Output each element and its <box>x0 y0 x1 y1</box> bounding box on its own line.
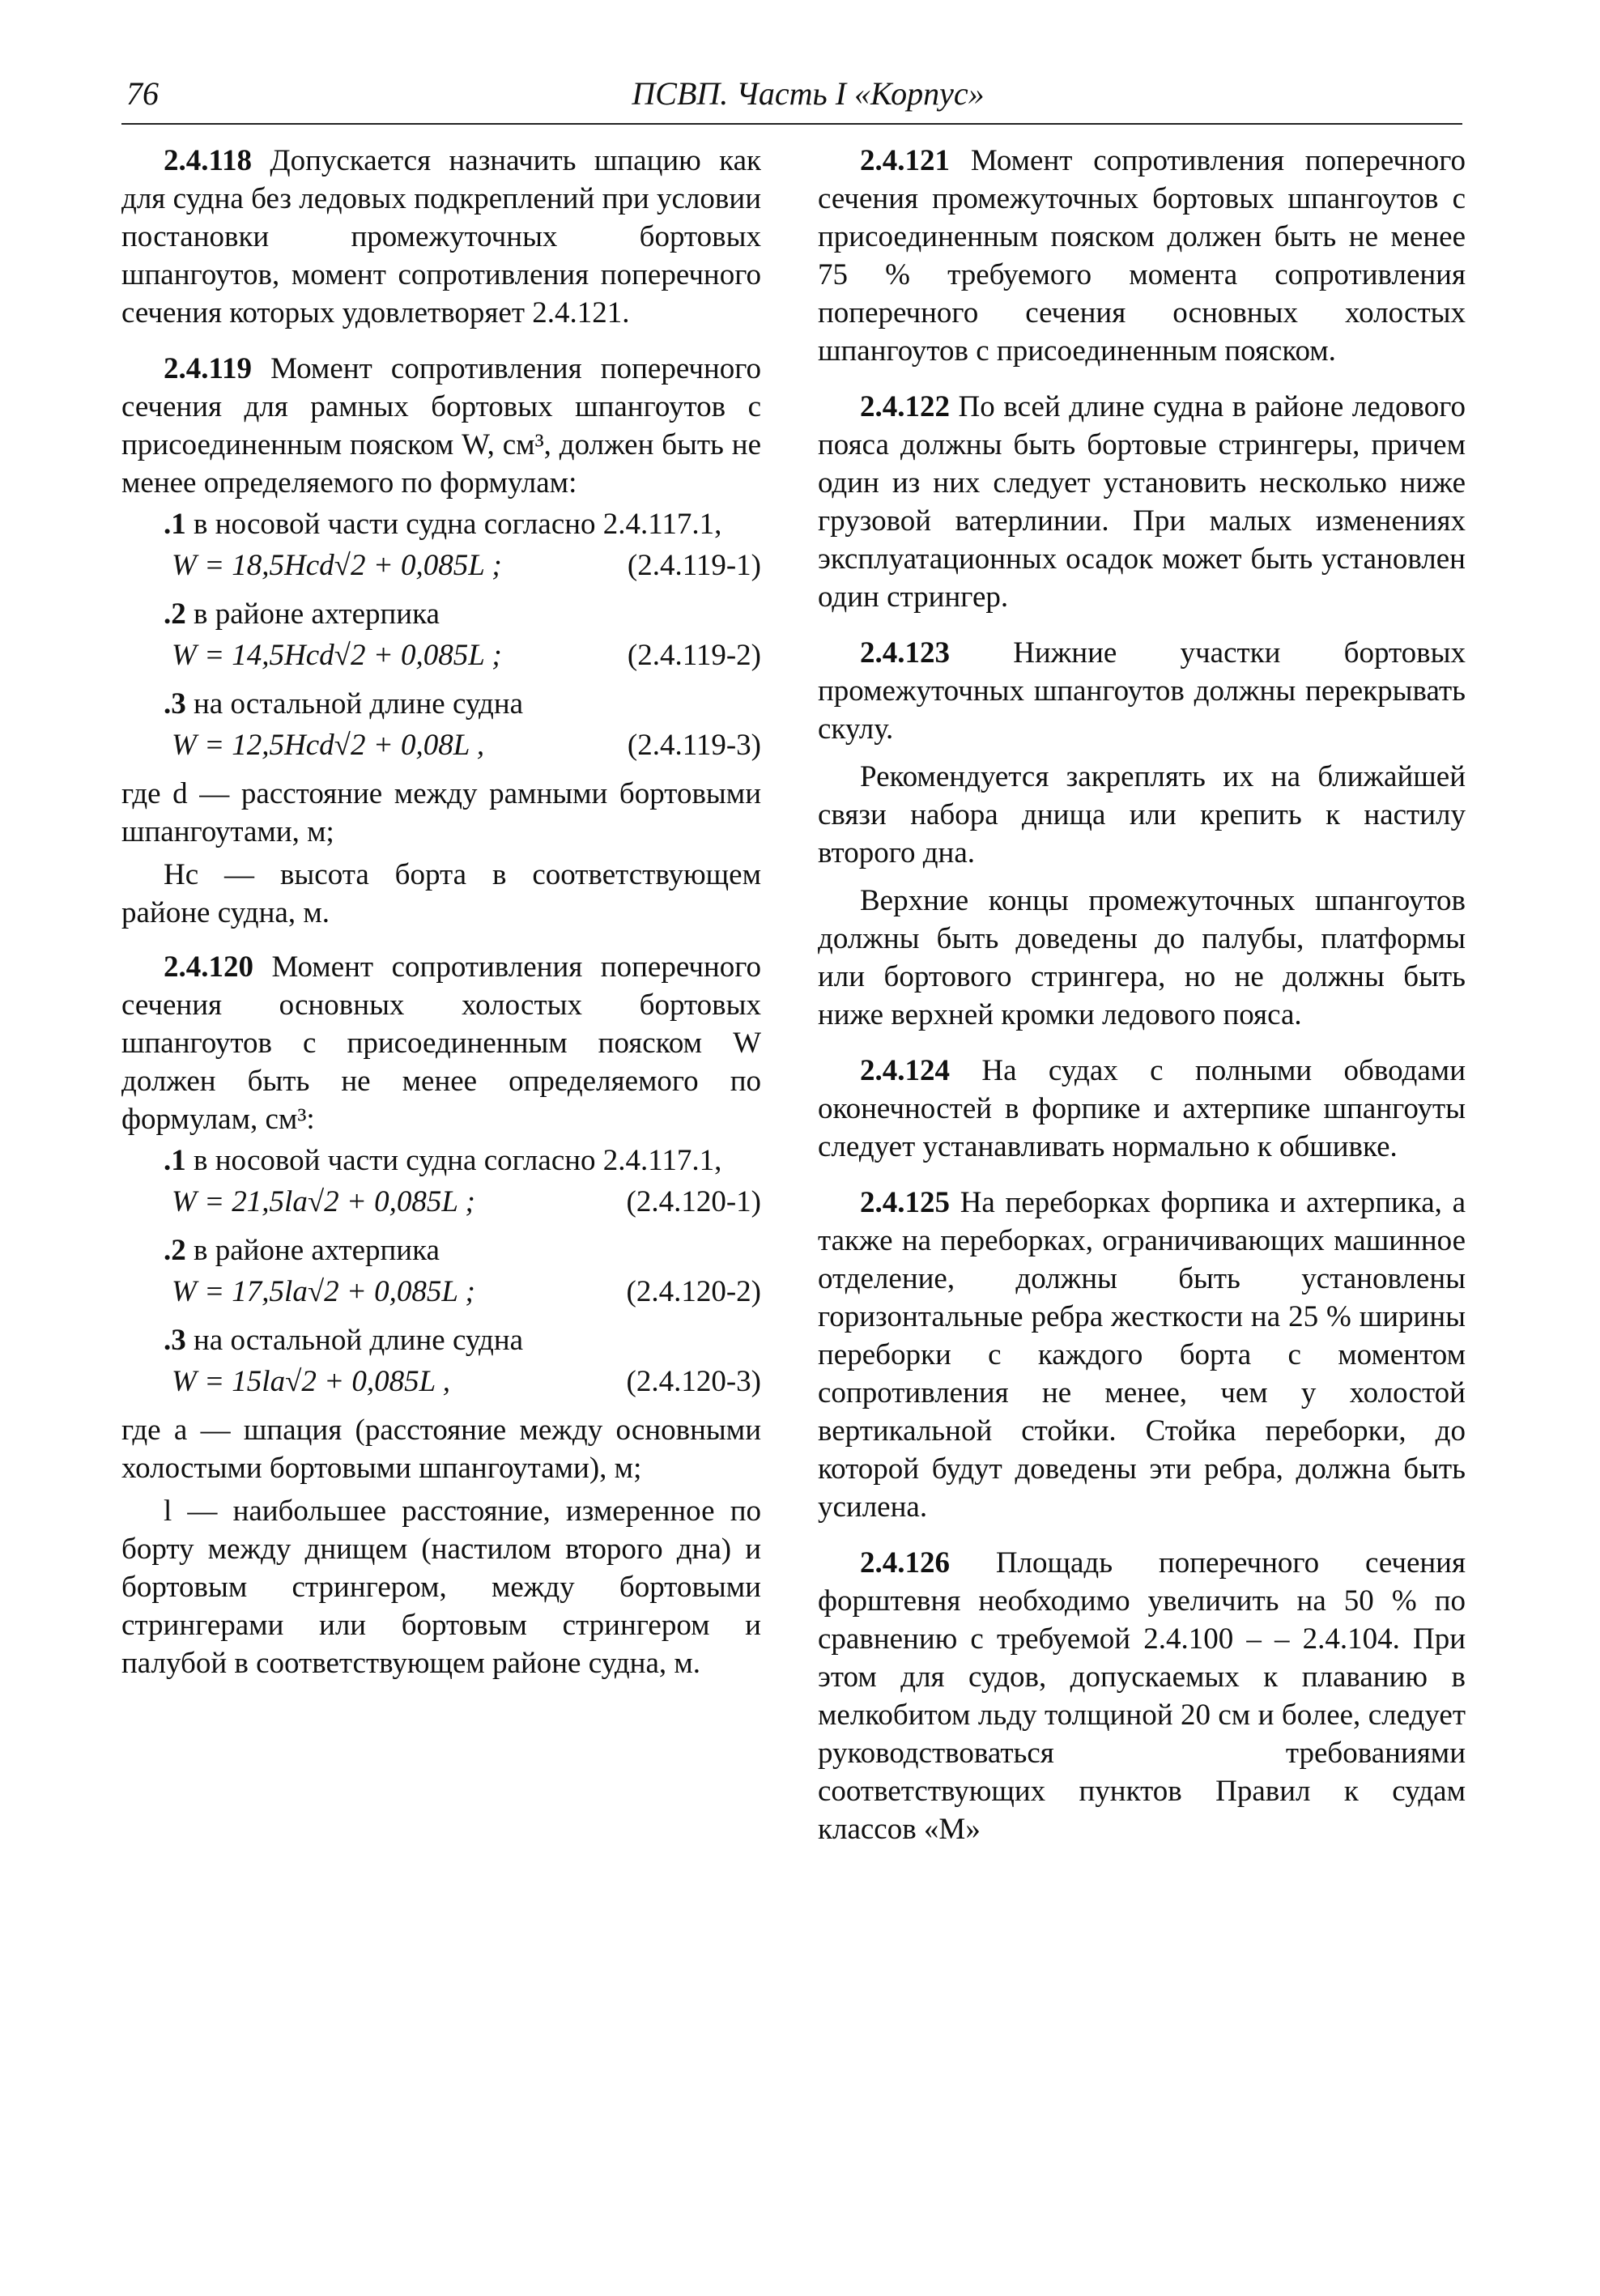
formula-expression: W = 21,5la√2 + 0,085L ; <box>172 1185 475 1218</box>
paragraph-text: Допускается назначить шпацию как для судна без ледовых подкреплений при условии постановки промежуточных бортовых шпангоутов, момент сопротивления поперечного сечения которых удовлетворяет 2.4.121. <box>121 144 761 330</box>
formula-2-4-120-3 <box>121 1363 761 1403</box>
paragraph-text: По всей длине судна в районе ледового пояса должны быть бортовые стрингеры, причем один из них следует установить несколько ниже грузовой ватерлинии. При малых изменениях эксплуатационных осадок может быть установлен один стрингер. <box>818 390 1466 614</box>
paragraph-2-4-118 <box>121 142 761 332</box>
formula-expression: W = 17,5la√2 + 0,085L ; <box>172 1275 475 1308</box>
paragraph-2-4-123-recommendation: Рекомендуется закреплять их на ближайшей связи набора днища или крепить к настилу второго дна. <box>818 760 1466 870</box>
equation-number: (2.4.120-3) <box>626 1365 761 1398</box>
paragraph-2-4-120 <box>121 948 761 1138</box>
paragraph-2-4-123 <box>818 634 1466 748</box>
formula-expression: W = 15la√2 + 0,085L , <box>172 1365 451 1398</box>
paragraph-2-4-123-upper-ends: Верхние концы промежуточных шпангоутов должны быть доведены до палубы, платформы или бортового стрингера, но не должны быть ниже верхней кромки ледового пояса. <box>818 884 1466 1031</box>
item-120-2: .2 в районе ахтерпика <box>164 1234 440 1267</box>
equation-number: (2.4.119-3) <box>627 729 761 762</box>
paragraph-text: Момент сопротивления поперечного сечения промежуточных бортовых шпангоутов с присоединенным пояском должен быть не менее 75 % требуемого момента сопротивления поперечного сечения основных холостых шпангоутов с присоединенным пояском. <box>818 144 1466 368</box>
section-number: 2.4.126 <box>860 1546 950 1580</box>
formula-2-4-119-2 <box>121 636 761 677</box>
where-hc: Hc — высота борта в соответствующем районе судна, м. <box>121 858 761 929</box>
section-number: 2.4.122 <box>860 390 950 423</box>
where-d: где d — расстояние между рамными бортовыми шпангоутами, м; <box>121 777 761 848</box>
equation-number: (2.4.120-2) <box>626 1275 761 1308</box>
paragraph-2-4-121 <box>818 142 1466 370</box>
item-120-1: .1 в носовой части судна согласно 2.4.117.1, <box>164 1144 722 1177</box>
section-number: 2.4.120 <box>164 950 253 984</box>
formula-expression: W = 14,5Hcd√2 + 0,085L ; <box>172 639 502 672</box>
paragraph-2-4-126 <box>818 1544 1466 1848</box>
section-number: 2.4.119 <box>164 352 252 385</box>
section-number: 2.4.125 <box>860 1186 950 1219</box>
left-column <box>121 142 761 1687</box>
paragraph-text: Площадь поперечного сечения форштевня необходимо увеличить на 50 % по сравнению с требуемой 2.4.100 – – 2.4.104. При этом для судов, допускаемых к плаванию в мелкобитом льду толщиной 20 см и более, следует руководствоваться требованиями соответствующих пунктов Правил к судам классов «М» <box>818 1546 1466 1846</box>
paragraph-text: Момент сопротивления поперечного сечения для рамных бортовых шпангоутов с присоединенным пояском W, см³, должен быть не менее определяемого по формулам: <box>121 352 761 500</box>
item-119-2: .2 в районе ахтерпика <box>164 597 440 631</box>
page-header <box>121 74 1462 125</box>
formula-2-4-120-1 <box>121 1183 761 1223</box>
section-number: 2.4.123 <box>860 636 950 670</box>
paragraph-text: На судах с полными обводами оконечностей в форпике и ахтерпике шпангоуты следует устанавливать нормально к обшивке. <box>818 1054 1466 1163</box>
page-number: 76 <box>126 75 159 112</box>
equation-number: (2.4.119-1) <box>627 549 761 582</box>
right-column <box>818 142 1466 1866</box>
item-119-1: .1 в носовой части судна согласно 2.4.117.1, <box>164 508 722 541</box>
formula-2-4-119-1 <box>121 546 761 587</box>
running-title: ПСВП. Часть I «Корпус» <box>632 75 985 112</box>
section-number: 2.4.121 <box>860 144 950 177</box>
section-number: 2.4.118 <box>164 144 252 177</box>
paragraph-2-4-122 <box>818 388 1466 616</box>
paragraph-text: Нижние участки бортовых промежуточных шпангоутов должны перекрывать скулу. <box>818 636 1466 746</box>
paragraph-2-4-124 <box>818 1052 1466 1166</box>
formula-2-4-120-2 <box>121 1273 761 1313</box>
formula-expression: W = 12,5Hcd√2 + 0,08L , <box>172 729 485 762</box>
where-l: l — наибольшее расстояние, измеренное по борту между днищем (настилом второго дна) и бортовым стрингером, между бортовыми стрингерами или бортовым стрингером и палубой в соответствующем районе судна, м. <box>121 1495 761 1680</box>
where-a: где a — шпация (расстояние между основными холостыми бортовыми шпангоутами), м; <box>121 1414 761 1485</box>
paragraph-text: Момент сопротивления поперечного сечения основных холостых бортовых шпангоутов с присоединенным пояском W должен быть не менее определяемого по формулам, см³: <box>121 950 761 1136</box>
paragraph-2-4-125 <box>818 1184 1466 1526</box>
section-number: 2.4.124 <box>860 1054 950 1087</box>
equation-number: (2.4.120-1) <box>626 1185 761 1218</box>
item-120-3: .3 на остальной длине судна <box>164 1324 524 1357</box>
paragraph-text: На переборках форпика и ахтерпика, а также на переборках, ограничивающих машинное отделение, должны быть установлены горизонтальные ребра жесткости на 25 % ширины переборки с каждого борта с моментом сопротивления не менее, чем у холостой вертикальной стойки. Стойка переборки, до которой будут доведены эти ребра, должна быть усилена. <box>818 1186 1466 1524</box>
formula-expression: W = 18,5Hcd√2 + 0,085L ; <box>172 549 502 582</box>
paragraph-2-4-119 <box>121 350 761 502</box>
formula-2-4-119-3 <box>121 726 761 767</box>
item-119-3: .3 на остальной длине судна <box>164 687 524 721</box>
equation-number: (2.4.119-2) <box>627 639 761 672</box>
